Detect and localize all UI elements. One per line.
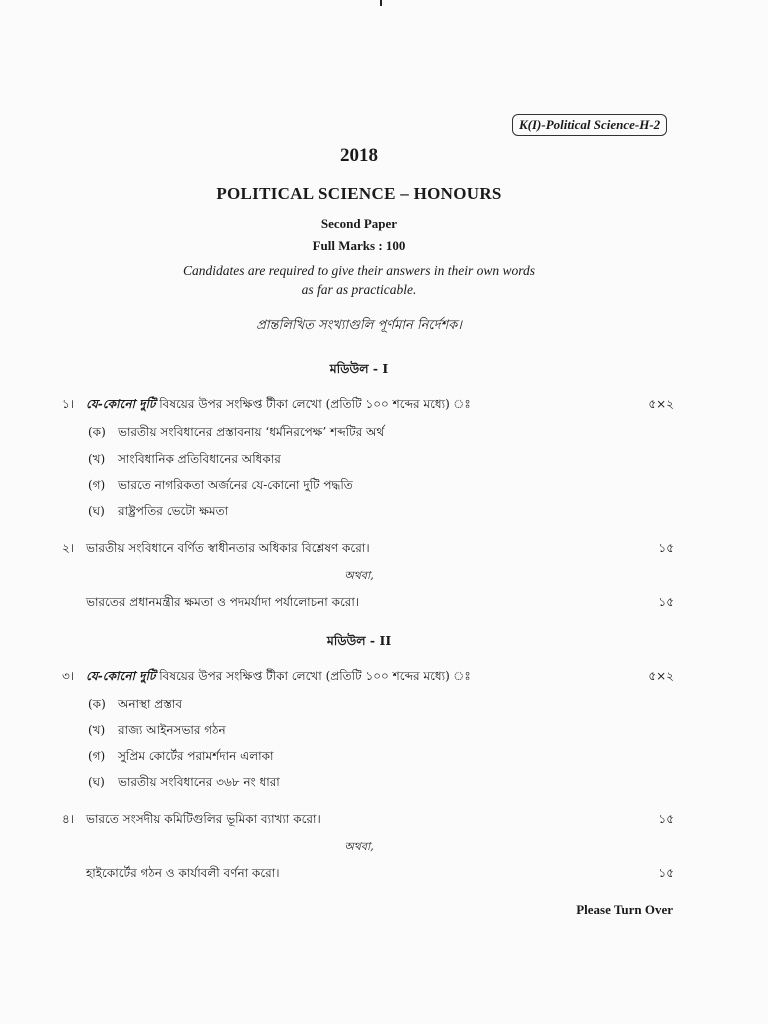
- paper-name: Second Paper: [320, 216, 398, 231]
- item-label: (ক): [88, 697, 106, 711]
- question-3-item-b: [88, 722, 226, 742]
- question-1-item-b: [88, 451, 281, 471]
- scan-mark: [380, 0, 382, 6]
- exam-year: 2018: [340, 145, 378, 166]
- question-3: [62, 668, 674, 688]
- question-number: ৪।: [62, 812, 75, 826]
- question-marks: ৫×২: [648, 397, 674, 411]
- question-1-item-a: [88, 424, 384, 444]
- instruction-line-2: as far as practicable.: [301, 282, 417, 297]
- question-number: ২।: [62, 541, 75, 555]
- question-1: [62, 396, 674, 416]
- question-text: ভারতে সংসদীয় কমিটিগুলির ভূমিকা ব্যাখ্যা করো।: [86, 812, 321, 826]
- instruction-line-1: Candidates are required to give their answers in their own words: [183, 263, 535, 278]
- or-separator: অথবা,: [344, 840, 374, 853]
- or-separator: অথবা,: [344, 569, 374, 582]
- question-marks: ১৫: [658, 866, 674, 880]
- question-text: হাইকোর্টের গঠন ও কার্যাবলী বর্ণনা করো।: [86, 866, 280, 880]
- question-number: ৩।: [62, 669, 75, 683]
- question-emphasis: যে-কোনো দুটি: [86, 669, 156, 683]
- question-marks: ১৫: [658, 812, 674, 826]
- question-emphasis: যে-কোনো দুটি: [86, 397, 156, 411]
- question-text: ভারতের প্রধানমন্ত্রীর ক্ষমতা ও পদমর্যাদা পর্যালোচনা করো।: [86, 595, 360, 609]
- please-turn-over: Please Turn Over: [576, 902, 673, 917]
- item-text: সুপ্রিম কোর্টের পরামর্শদান এলাকা: [118, 749, 274, 763]
- item-label: (গ): [88, 478, 106, 492]
- question-2: [62, 540, 674, 560]
- item-label: (ক): [88, 425, 106, 439]
- module-2-title: মডিউল - II: [326, 633, 392, 648]
- item-text: ভারতীয় সংবিধানের ৩৬৮ নং ধারা: [118, 775, 280, 789]
- item-label: (খ): [88, 723, 106, 737]
- question-2-alternative: [62, 594, 674, 614]
- question-marks: ১৫: [658, 595, 674, 609]
- item-label: (ঘ): [88, 775, 105, 789]
- question-text: বিষয়ের উপর সংক্ষিপ্ত টীকা লেখো (প্রতিটি ১০০ শব্দের মধ্যে) ঃ: [155, 669, 471, 683]
- item-text: ভারতীয় সংবিধানের প্রস্তাবনায় ‘ধর্মনিরপেক্ষ’ শব্দটির অর্থ: [118, 425, 385, 439]
- question-marks: ৫×২: [648, 669, 674, 683]
- subject-title: POLITICAL SCIENCE – HONOURS: [216, 184, 502, 203]
- paper-code: K(I)-Political Science-H-2: [512, 114, 667, 136]
- question-1-item-c: [88, 477, 353, 497]
- question-4: [62, 811, 674, 831]
- item-label: (গ): [88, 749, 106, 763]
- item-text: সাংবিধানিক প্রতিবিধানের অধিকার: [118, 452, 281, 466]
- question-4-alternative: [62, 865, 674, 885]
- item-text: ভারতে নাগরিকতা অর্জনের যে-কোনো দুটি পদ্ধতি: [118, 478, 353, 492]
- item-text: রাষ্ট্রপতির ভেটো ক্ষমতা: [118, 504, 229, 518]
- item-text: রাজ্য আইনসভার গঠন: [118, 723, 226, 737]
- item-label: (ঘ): [88, 504, 105, 518]
- question-3-item-a: [88, 696, 182, 716]
- module-1-title: মডিউল - I: [329, 361, 389, 376]
- item-label: (খ): [88, 452, 106, 466]
- question-text: ভারতীয় সংবিধানে বর্ণিত স্বাধীনতার অধিকার বিশ্লেষণ করো।: [86, 541, 370, 555]
- question-marks: ১৫: [658, 541, 674, 555]
- question-text: বিষয়ের উপর সংক্ষিপ্ত টীকা লেখো (প্রতিটি ১০০ শব্দের মধ্যে) ঃ: [155, 397, 471, 411]
- full-marks: Full Marks : 100: [312, 238, 406, 253]
- question-3-item-c: [88, 748, 274, 768]
- question-number: ১।: [62, 397, 75, 411]
- marks-note: প্রান্তলিখিত সংখ্যাগুলি পূর্ণমান নির্দেশক।: [256, 318, 462, 333]
- item-text: অনাস্থা প্রস্তাব: [118, 697, 183, 711]
- question-1-item-d: [88, 503, 228, 523]
- question-3-item-d: [88, 774, 280, 794]
